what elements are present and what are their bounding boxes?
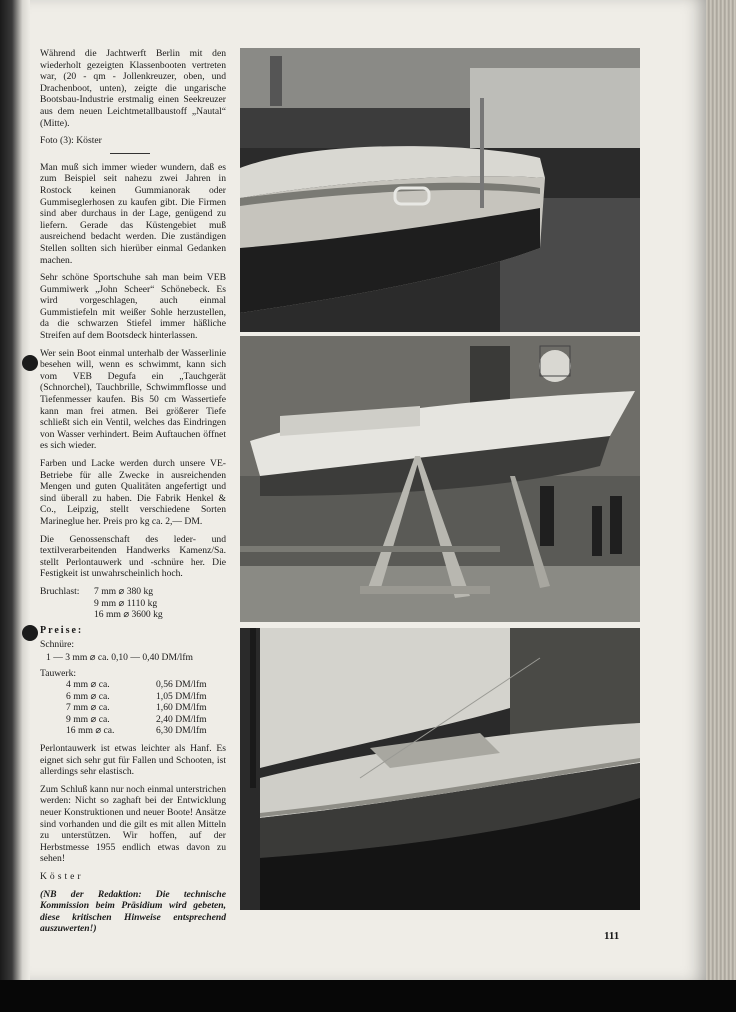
binding-hole: [22, 355, 38, 371]
photo-credit: Foto (3): Köster: [40, 135, 102, 147]
breaking-load-row: 7 mm ⌀ 380 kg: [94, 585, 154, 597]
prices-heading: Preise:: [40, 624, 84, 636]
page-stack-edge: [706, 0, 736, 980]
rope-price: 1,05 DM/lfm: [156, 690, 207, 702]
rope-label: Tauwerk:: [40, 667, 77, 679]
cords-label: Schnüre:: [40, 639, 75, 651]
breaking-load-label: Bruchlast:: [40, 585, 80, 597]
article-column: [40, 48, 226, 941]
rope-diameter: 9 mm ⌀ ca.: [66, 713, 110, 725]
scan-border: [0, 980, 736, 1012]
rope-price: 0,56 DM/lfm: [156, 679, 207, 691]
author: Köster: [40, 871, 84, 882]
rope-price: 2,40 DM/lfm: [156, 713, 207, 725]
breaking-load-row: 9 mm ⌀ 1110 kg: [94, 597, 158, 609]
paragraph: Die Genossenschaft des leder- und textilverarbeitenden Handwerks Kamenz/Sa. stellt Perlontauwerk und -schnüre her. Die Festigkeit ist unwahrscheinlich hoch.: [40, 533, 226, 580]
rope-diameter: 6 mm ⌀ ca.: [66, 690, 110, 702]
rope-price-table: [40, 679, 226, 737]
paragraph: Wer sein Boot einmal unterhalb der Wasserlinie besehen will, wenn es schwimmt, kann sich vom VEB Degufa ein „Tauchgerät (Schnorchel), Tauchbrille, Schwimmflosse und Tiefenmesser kaufen. Bis 50 cm Wassertiefe kann man frei atmen. Bei größerer Tiefe schließt sich ein Ventil, welches das Eindringen von Wasser verhindert. Beim Auftauchen öffnet es sich wieder.: [40, 347, 226, 452]
paragraph: Sehr schöne Sportschuhe sah man beim VEB Gummiwerk „John Scheer“ Schönebeck. Es wird vorgeschlagen, auch einmal Gummistiefeln mit weißer Sohle herzustellen, da die schwarzen Stiefel immer häßliche Streifen auf dem Bootsdeck hinterlassen.: [40, 272, 226, 342]
paragraph: Perlontauwerk ist etwas leichter als Hanf. Es eignet sich sehr gut für Fallen und Schooten, ist allerdings sehr elastisch.: [40, 743, 226, 778]
rope-diameter: 4 mm ⌀ ca.: [66, 679, 110, 691]
editor-note: (NB der Redaktion: Die technische Kommission beim Präsidium wird gebeten, diese kritischen Hinweise entsprechend auszuwerten!): [40, 888, 226, 935]
page-number: 111: [604, 930, 620, 942]
drachenboot-photo: [240, 628, 640, 910]
breaking-load-table: [40, 586, 226, 621]
binding-hole: [22, 625, 38, 641]
rope-price: 6,30 DM/lfm: [156, 725, 207, 737]
rope-diameter: 16 mm ⌀ ca.: [66, 725, 115, 737]
paragraph: Man muß sich immer wieder wundern, daß es zum Beispiel seit nahezu zwei Jahren in Rostock keinen Gummianorak oder Gummiseglerhosen zu kaufen gibt. Die Firmen sind aber durchaus in der Lage, genügend zu liefern. Gerade das Küstengebiet muß ausreichend bedacht werden. Die zuständigen Stellen sollten sich hierüber einmal Gedanken machen.: [40, 161, 226, 266]
jollenkreuzer-photo: [240, 48, 640, 332]
rope-diameter: 7 mm ⌀ ca.: [66, 702, 110, 714]
divider: [110, 153, 150, 154]
breaking-load-row: 16 mm ⌀ 3600 kg: [94, 609, 163, 621]
cords-price: 1 — 3 mm ⌀ ca. 0,10 — 0,40 DM/lfm: [46, 651, 194, 663]
paragraph: Farben und Lacke werden durch unsere VE-Betriebe für alle Zwecke in ausreichenden Mengen und guten Qualitäten angefertigt und sind überall zu haben. Die Fabrik Henkel & Co., Leipzig, stellt verschiedene Sorten Marineglue her. Preis pro kg ca. 2,— DM.: [40, 458, 226, 527]
paragraph: Zum Schluß kann nur noch einmal unterstrichen werden: Nicht so zaghaft bei der Entwicklung neuer Konstruktionen und neuer Boote! Ansätze sind vorhanden und die gilt es mit allen Mitteln zu unterstützen. Wir hoffen, auf der Herbstmesse 1955 endlich etwas davon zu sehen!: [40, 783, 226, 865]
seekreuzer-photo: [240, 336, 640, 622]
rope-price: 1,60 DM/lfm: [156, 702, 207, 714]
photo-caption: Während die Jachtwerft Berlin mit den wiederholt gezeigten Klassenbooten vertreten war, (20 - qm - Jollenkreuzer, oben, und Drachenboot, unten), zeigte die ungarische Bootsbau-Industrie erstmalig einen Seekreuzer aus dem neuen Leichtmetallbaustoff „Nautal“ (Mitte).: [40, 48, 226, 129]
left-page-edge: [0, 0, 30, 980]
